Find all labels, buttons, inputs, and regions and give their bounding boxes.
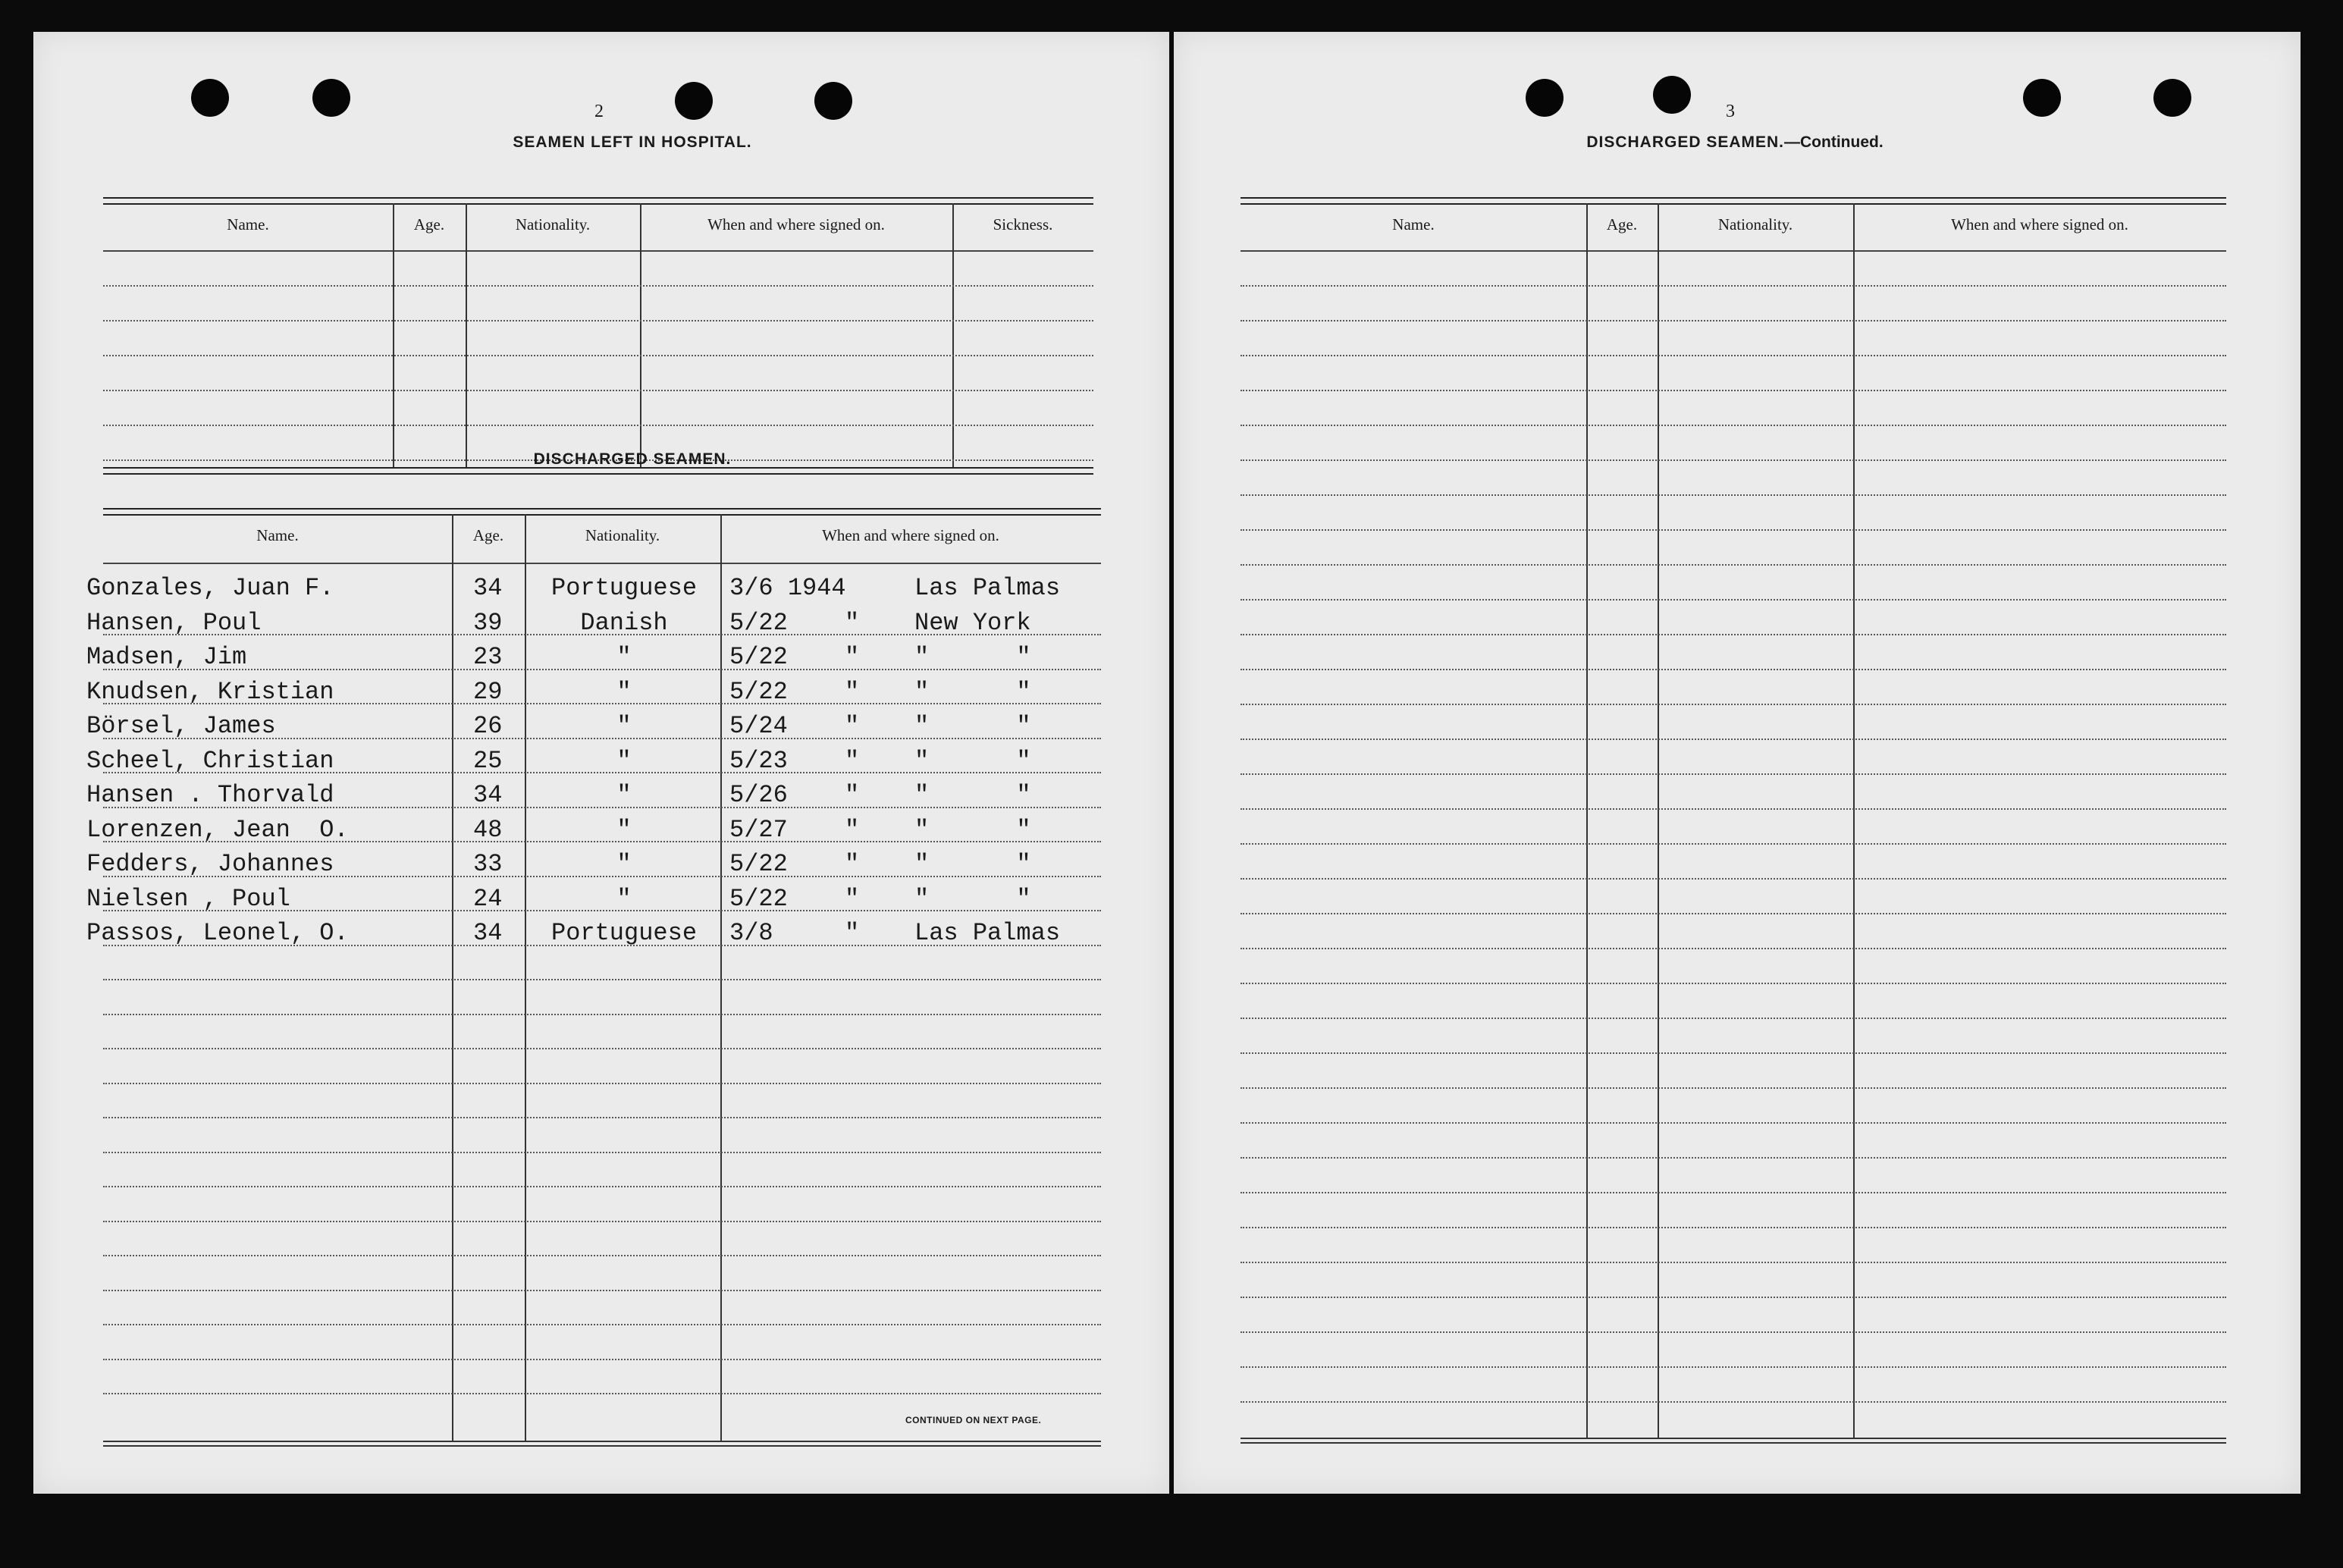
ditto-mark: "	[845, 781, 860, 809]
ruling-line	[103, 1324, 1101, 1325]
seaman-name: Knudsen, Kristian	[86, 677, 334, 706]
ruling-line	[1241, 1262, 2226, 1263]
seaman-age: 39	[473, 608, 503, 637]
ruling-line	[103, 1359, 1101, 1360]
ruling-line	[103, 979, 1101, 980]
ruling-line	[1241, 1331, 2226, 1333]
page-number: 2	[594, 102, 604, 121]
ruling-line	[1241, 1297, 2226, 1298]
punch-hole	[1526, 79, 1564, 117]
ruling-line	[1241, 1122, 2226, 1124]
signed-on-place: New York	[914, 608, 1031, 637]
seaman-nationality: "	[616, 884, 632, 913]
seaman-name: Hansen . Thorvald	[86, 781, 334, 809]
continued-note: CONTINUED ON NEXT PAGE.	[905, 1415, 1042, 1425]
ruling-line	[103, 320, 1093, 321]
ditto-mark: "	[845, 712, 860, 740]
ruling-line	[1241, 320, 2226, 321]
punch-hole	[2023, 79, 2061, 117]
seaman-name: Hansen, Poul	[86, 608, 262, 637]
ruling-line	[1241, 529, 2226, 531]
seaman-age: 33	[473, 850, 503, 878]
seaman-age: 34	[473, 919, 503, 947]
page-number: 3	[1726, 102, 1735, 121]
right-page	[1174, 32, 2301, 1494]
seaman-name: Nielsen , Poul	[86, 884, 290, 913]
column-header: Nationality.	[1717, 215, 1793, 234]
punch-hole	[675, 82, 713, 120]
ditto-mark: "	[845, 608, 860, 637]
ruling-line	[1241, 1157, 2226, 1159]
ruling-line	[1241, 1018, 2226, 1019]
ruling-line	[1241, 285, 2226, 287]
signed-on-date: 5/22	[729, 677, 788, 706]
ruling-line	[103, 1083, 1101, 1084]
ruling-line	[103, 1393, 1101, 1394]
ruling-line	[1241, 634, 2226, 635]
signed-on-date: 3/6 1944	[729, 574, 846, 602]
ditto-mark: "	[845, 815, 860, 844]
ruling-line	[1241, 1087, 2226, 1089]
punch-hole	[191, 79, 229, 117]
column-header: Name.	[256, 526, 299, 544]
ruling-line	[1241, 1366, 2226, 1368]
ruling-line	[1241, 355, 2226, 356]
ruling-line	[1241, 1052, 2226, 1054]
seaman-nationality: Portuguese	[550, 919, 698, 947]
ruling-line	[1241, 878, 2226, 880]
ruling-line	[1241, 494, 2226, 496]
ruling-line	[103, 1255, 1101, 1256]
column-header: When and where signed on.	[822, 526, 999, 544]
column-header: When and where signed on.	[1951, 215, 2128, 234]
ruling-line	[1241, 1227, 2226, 1228]
ruling-line	[1241, 808, 2226, 810]
seaman-name: Madsen, Jim	[86, 643, 247, 671]
seaman-name: Passos, Leonel, O.	[86, 919, 349, 947]
ruling-line	[103, 1290, 1101, 1291]
ruling-line	[1241, 669, 2226, 670]
seaman-age: 34	[473, 781, 503, 809]
ruling-line	[103, 355, 1093, 356]
discharged-table	[86, 476, 1101, 1454]
ruling-line	[1241, 425, 2226, 426]
left-page	[33, 32, 1169, 1494]
ruling-line	[1241, 739, 2226, 740]
ruling-line	[1241, 599, 2226, 601]
seaman-age: 34	[473, 574, 503, 602]
ditto-mark: "	[845, 850, 860, 878]
seaman-name: Lorenzen, Jean O.	[86, 815, 349, 844]
ruling-line	[1241, 773, 2226, 775]
column-header: Nationality.	[585, 526, 660, 544]
seaman-age: 25	[473, 746, 503, 775]
signed-on-place: Las Palmas	[914, 919, 1061, 947]
signed-on-date: 5/22	[729, 884, 788, 913]
ruling-line	[103, 1014, 1101, 1015]
ruling-line	[1241, 983, 2226, 984]
signed-on-place: Las Palmas	[914, 574, 1061, 602]
seaman-name: Gonzales, Juan F.	[86, 574, 334, 602]
ruling-line	[1241, 913, 2226, 914]
seaman-nationality: "	[616, 643, 632, 671]
column-header: Age.	[472, 526, 504, 544]
ruling-line	[103, 1117, 1101, 1118]
column-header: Name.	[1392, 215, 1435, 234]
seaman-nationality: "	[616, 746, 632, 775]
seaman-nationality: Danish	[580, 608, 668, 637]
column-header: Sickness.	[993, 215, 1053, 234]
ditto-mark: "	[845, 746, 860, 775]
signed-on-date: 5/22	[729, 850, 788, 878]
seaman-name: Börsel, James	[86, 712, 276, 740]
signed-on-date: 5/24	[729, 712, 788, 740]
seaman-nationality: "	[616, 712, 632, 740]
seaman-name: Scheel, Christian	[86, 746, 334, 775]
punch-hole	[312, 79, 350, 117]
seaman-nationality: "	[616, 781, 632, 809]
ruling-line	[103, 1152, 1101, 1153]
hospital-section-title: SEAMEN LEFT IN HOSPITAL.	[513, 133, 752, 151]
discharged-continued-title: DISCHARGED SEAMEN.—Continued.	[1586, 133, 1883, 151]
seaman-nationality: Portuguese	[550, 574, 698, 602]
ruling-line	[103, 1186, 1101, 1187]
signed-on-place: " "	[914, 850, 1031, 878]
seaman-age: 48	[473, 815, 503, 844]
signed-on-date: 5/26	[729, 781, 788, 809]
hospital-table	[103, 161, 1093, 472]
seaman-age: 26	[473, 712, 503, 740]
ruling-line	[1241, 843, 2226, 845]
seaman-nationality: "	[616, 677, 632, 706]
signed-on-place: " "	[914, 884, 1031, 913]
column-header: When and where signed on.	[707, 215, 885, 234]
punch-hole	[814, 82, 852, 120]
signed-on-place: " "	[914, 677, 1031, 706]
ruling-line	[1241, 948, 2226, 949]
ruling-line	[1241, 704, 2226, 705]
seaman-age: 29	[473, 677, 503, 706]
signed-on-date: 3/8	[729, 919, 773, 947]
signed-on-date: 5/23	[729, 746, 788, 775]
punch-hole	[2153, 79, 2191, 117]
signed-on-place: " "	[914, 712, 1031, 740]
column-header: Age.	[413, 215, 445, 234]
ditto-mark: "	[845, 677, 860, 706]
signed-on-date: 5/27	[729, 815, 788, 844]
ruling-line	[1241, 459, 2226, 461]
signed-on-date: 5/22	[729, 608, 788, 637]
seaman-nationality: "	[616, 815, 632, 844]
signed-on-date: 5/22	[729, 643, 788, 671]
column-header: Age.	[1606, 215, 1638, 234]
seaman-nationality: "	[616, 850, 632, 878]
signed-on-place: " "	[914, 746, 1031, 775]
column-header: Nationality.	[515, 215, 591, 234]
discharged-section-title: DISCHARGED SEAMEN.	[533, 450, 732, 468]
signed-on-place: " "	[914, 781, 1031, 809]
punch-hole	[1653, 76, 1691, 114]
ruling-line	[103, 285, 1093, 287]
seaman-age: 24	[473, 884, 503, 913]
column-header: Name.	[227, 215, 269, 234]
seaman-age: 23	[473, 643, 503, 671]
ruling-line	[1241, 1401, 2226, 1403]
ruling-line	[103, 390, 1093, 391]
ruling-line	[1241, 564, 2226, 566]
ditto-mark: "	[845, 643, 860, 671]
ruling-line	[103, 425, 1093, 426]
ditto-mark: "	[845, 884, 860, 913]
ditto-mark: "	[845, 919, 860, 947]
ruling-line	[1241, 390, 2226, 391]
signed-on-place: " "	[914, 815, 1031, 844]
ruling-line	[103, 1048, 1101, 1049]
ruling-line	[1241, 1192, 2226, 1193]
seaman-name: Fedders, Johannes	[86, 850, 334, 878]
ruling-line	[103, 1221, 1101, 1222]
discharged-continued-table	[1241, 161, 2226, 1447]
signed-on-place: " "	[914, 643, 1031, 671]
